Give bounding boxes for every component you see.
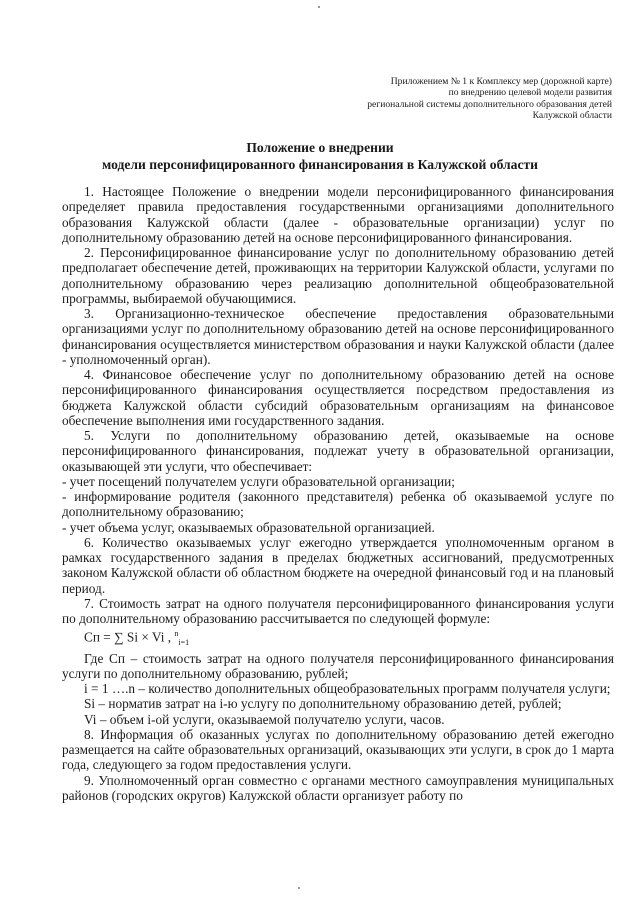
- scan-speck: [298, 887, 300, 889]
- list-item: - информирование родителя (законного представителя) ребенка об оказываемой услуге по дополнительному образованию;: [62, 489, 614, 520]
- document-body: [62, 184, 614, 803]
- formula-definition: i = 1 ….n – количество дополнительных общеобразовательных программ получателя услуги;: [84, 681, 611, 697]
- paragraph-5: 5. Услуги по дополнительному образованию детей, оказываемые на основе персонифицированного финансирования, подлежат учету в образовательной организации, оказывающей эти услуги, что обеспечивает:: [62, 428, 614, 474]
- title-line: модели персонифицированного финансирования в Калужской области: [102, 157, 538, 172]
- header-line: региональной системы дополнительного образования детей: [367, 98, 612, 110]
- paragraph-3: 3. Организационно-техническое обеспечение предоставления образовательными организациями услуг по дополнительному образованию детей на основе персонифицированного финансирования осуществляется министерством образования и науки Калужской области (далее - уполномоченный орган).: [62, 306, 614, 367]
- formula-definition: Si – норматив затрат на i-ю услугу по дополнительному образованию детей, рублей;: [84, 696, 562, 712]
- formula-definition: Vi – объем i-ой услуги, оказываемой получателю услуги, часов.: [84, 711, 445, 727]
- title-line: Положение о внедрении: [246, 140, 394, 155]
- paragraph-4: 4. Финансовое обеспечение услуг по дополнительному образованию детей на основе персонифицированного финансирования осуществляется посредством предоставления из бюджета Калужской области субсидий образовательным организациям на финансовое обеспечение выполнения ими государственного задания.: [62, 367, 614, 428]
- paragraph-7: 7. Стоимость затрат на одного получателя персонифицированного финансирования услуги по дополнительному образованию рассчитывается по следующей формуле:: [62, 595, 614, 626]
- formula-definition: Где Сп – стоимость затрат на одного получателя персонифицированного финансирования услуги по дополнительному образованию, рублей;: [62, 650, 614, 681]
- document-title: [0, 139, 640, 173]
- header-line: по внедрению целевой модели развития: [448, 87, 612, 99]
- paragraph-2: 2. Персонифицированное финансирование услуг по дополнительному образованию детей предполагает обеспечение детей, проживающих на территории Калужской области, услугами по дополнительному образованию через реализацию дополнительной общеобразовательной программы, выбираемой обучающимися.: [62, 245, 614, 306]
- paragraph-1: 1. Настоящее Положение о внедрении модели персонифицированного финансирования определяет правила предоставления государственными организациями дополнительного образования Калужской области (далее - образовательные организации) услуг по дополнительному образованию детей на основе персонифицированного финансирования.: [62, 184, 614, 245]
- formula-text: Сп = ∑ Si × Vi ,: [84, 629, 172, 645]
- list-item: - учет посещений получателем услуги образовательной организации;: [62, 473, 455, 489]
- cost-formula: [62, 626, 614, 650]
- appendix-header: [292, 76, 612, 122]
- formula-upper-limit: n: [174, 629, 179, 639]
- header-line: Калужской области: [532, 110, 612, 122]
- formula-lower-limit: i=1: [178, 638, 190, 648]
- header-line: Приложением № 1 к Комплексу мер (дорожной карте): [390, 76, 612, 87]
- paragraph-6: 6. Количество оказываемых услуг ежегодно утверждается уполномоченным органом в рамках государственного задания в пределах бюджетных ассигнований, предусмотренных законом Калужской области об областном бюджете на очередной финансовый год и на плановый период.: [62, 534, 614, 596]
- scan-speck: [318, 6, 320, 8]
- paragraph-9: 9. Уполномоченный орган совместно с органами местного самоуправления муниципальных районов (городских округов) Калужской области организует работу по: [62, 772, 614, 803]
- paragraph-8: 8. Информация об оказанных услугах по дополнительному образованию детей ежегодно размещается на сайте образовательных организаций, оказывающих эти услуги, в срок до 1 марта года, следующего за годом предоставления услуги.: [62, 726, 614, 773]
- list-item: - учет объема услуг, оказываемых образовательной организацией.: [62, 519, 435, 535]
